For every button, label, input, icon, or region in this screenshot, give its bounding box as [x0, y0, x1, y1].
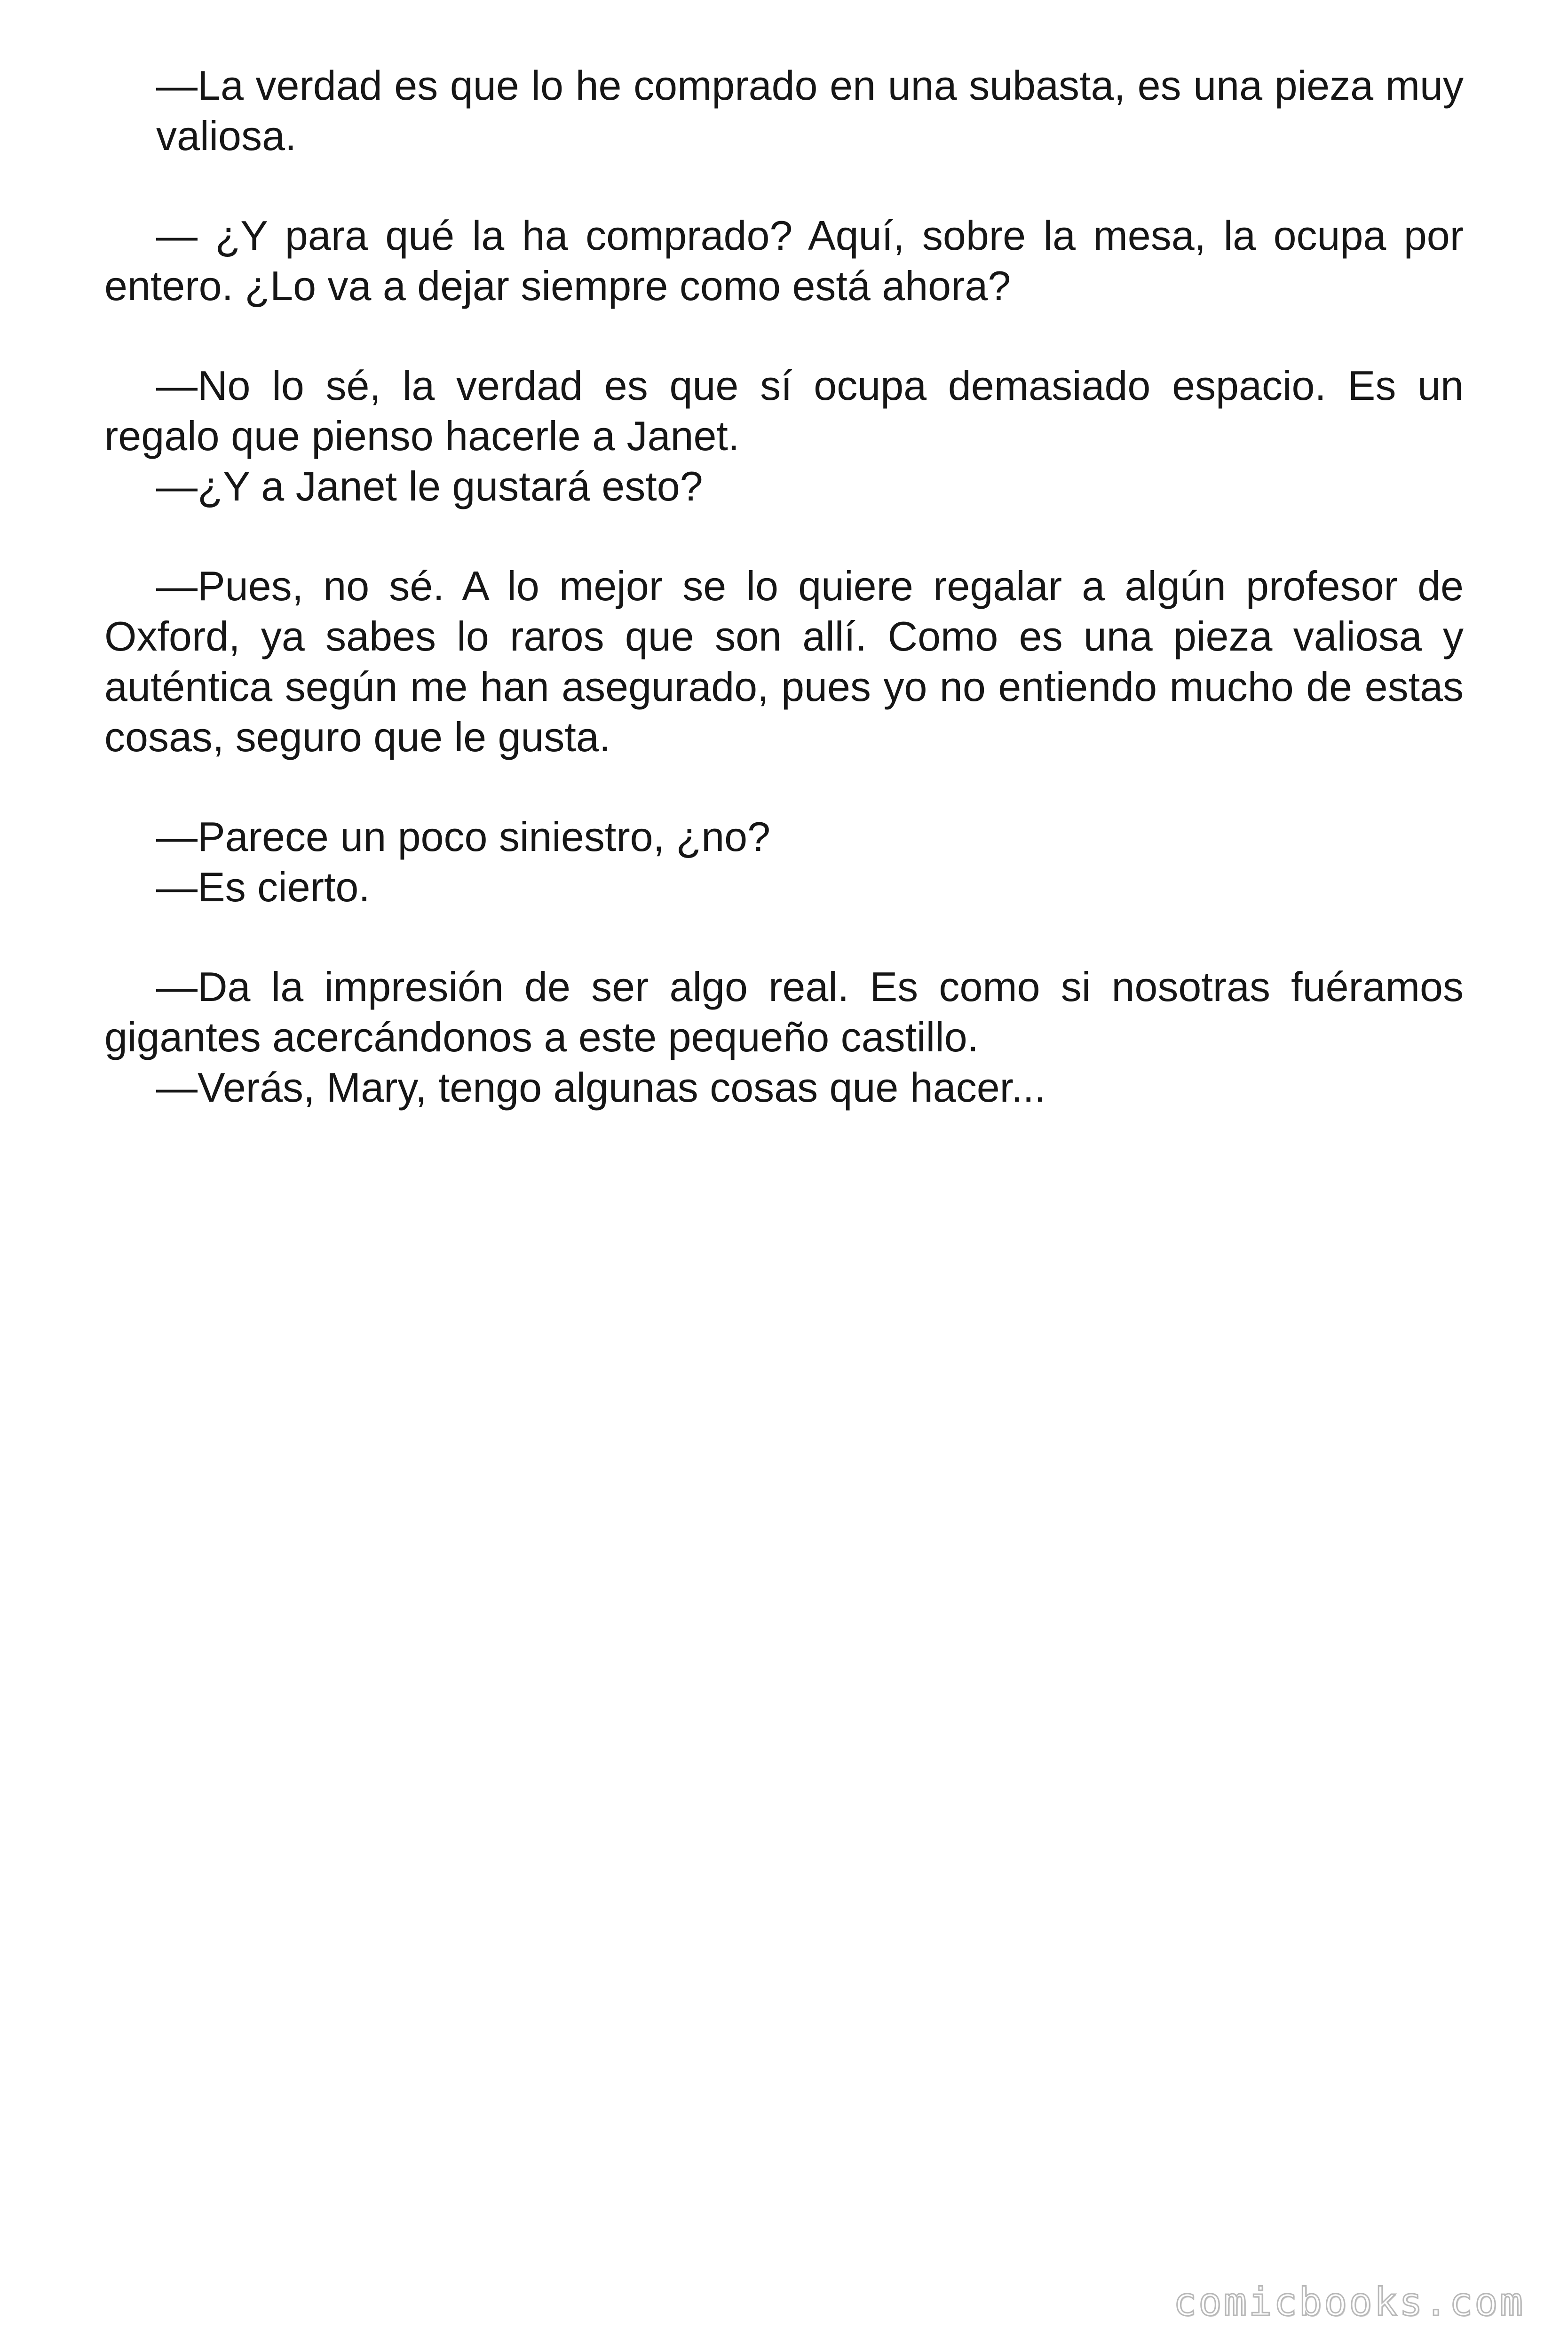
paragraph: —Da la impresión de ser algo real. Es como si nosotras fuéramos gigantes acercándonos a este pequeño castillo. — [104, 963, 1464, 1060]
paragraph: —Pues, no sé. A lo mejor se lo quiere regalar a algún profesor de Oxford, ya sabes lo raros que son allí. Como es una pieza valiosa y auténtica según me han asegurado, pues yo no entiendo mucho de estas cosas, seguro que le gusta. — [104, 563, 1464, 760]
paragraph: —Es cierto. — [156, 864, 370, 910]
paragraph: —No lo sé, la verdad es que sí ocupa demasiado espacio. Es un regalo que pienso hacerle a Janet. — [104, 362, 1464, 459]
document-body — [104, 60, 1464, 1112]
paragraph: —Parece un poco siniestro, ¿no? — [156, 813, 771, 860]
paragraph: —Verás, Mary, tengo algunas cosas que hacer... — [156, 1064, 1046, 1111]
watermark: comicbooks.com — [1173, 2280, 1525, 2325]
paragraph: —¿Y a Janet le gustará esto? — [156, 463, 703, 509]
paragraph: —La verdad es que lo he comprado en una subasta, es una pieza muy valiosa. — [156, 62, 1464, 159]
paragraph: — ¿Y para qué la ha comprado? Aquí, sobre la mesa, la ocupa por entero. ¿Lo va a dejar siempre como está ahora? — [104, 212, 1464, 309]
